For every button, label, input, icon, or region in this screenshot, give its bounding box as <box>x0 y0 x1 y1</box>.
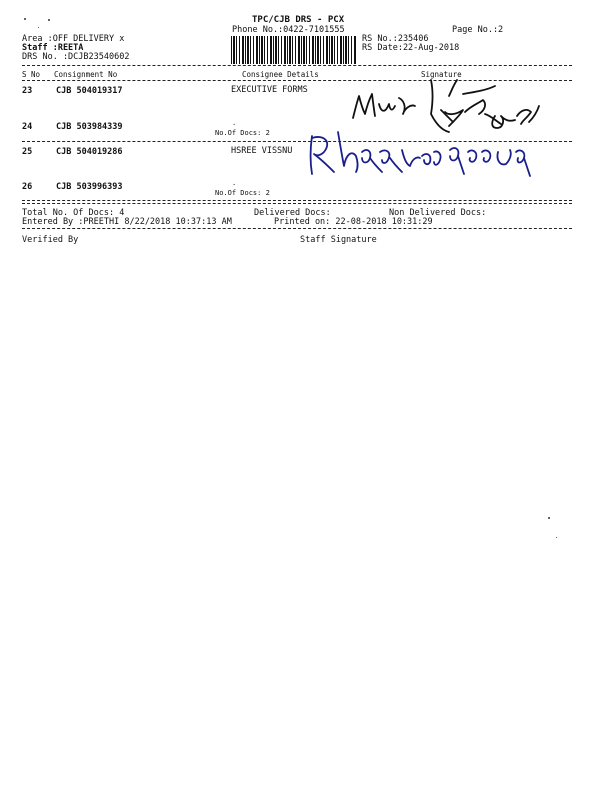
staff-field: Staff :REETA <box>22 43 84 53</box>
drs-number: DRS No. :DCJB23540602 <box>22 52 130 62</box>
row-sno: 24 <box>22 122 33 132</box>
scan-speck <box>556 537 557 538</box>
bullet-dot: · <box>232 181 237 189</box>
total-docs: Total No. Of Docs: 4 <box>22 208 125 218</box>
rows-end-divider <box>22 200 572 201</box>
area-field: Area :OFF DELIVERY x <box>22 34 125 44</box>
page-number: Page No.:2 <box>452 25 504 35</box>
handwritten-signature-blue <box>300 122 540 192</box>
rs-date: RS Date:22-Aug-2018 <box>362 43 460 53</box>
row-sno: 23 <box>22 86 33 96</box>
row-docs: No.Of Docs: 2 <box>215 129 270 137</box>
column-sno: S No <box>22 70 41 79</box>
row-consignment: CJB 504019317 <box>56 86 123 96</box>
row-consignee: EXECUTIVE FORMS <box>231 85 308 95</box>
scan-speck <box>24 18 26 20</box>
delivered-docs: Delivered Docs: <box>254 208 331 218</box>
row-consignment: CJB 504019286 <box>56 147 123 157</box>
row-docs: No.Of Docs: 2 <box>215 189 270 197</box>
column-consignment: Consignment No <box>54 70 118 79</box>
scan-speck <box>48 19 50 21</box>
rows-end-divider-2 <box>22 203 572 204</box>
rs-number: RS No.:235406 <box>362 34 429 44</box>
printed-on: Printed on: 22-08-2018 10:31:29 <box>274 217 433 227</box>
bullet-dot: · <box>232 121 237 129</box>
column-consignee: Consignee Details <box>242 70 319 79</box>
row-consignment: CJB 503984339 <box>56 122 123 132</box>
staff-signature-label: Staff Signature <box>300 235 377 245</box>
row-consignee: HSREE VISSNU <box>231 146 293 156</box>
header-divider <box>22 65 572 66</box>
verified-by: Verified By <box>22 235 79 245</box>
row-sno: 25 <box>22 147 33 157</box>
column-signature: Signature <box>421 70 462 79</box>
row-sno: 26 <box>22 182 33 192</box>
entered-by: Entered By :PREETHI 8/22/2018 10:37:13 AM <box>22 217 232 227</box>
phone-number: Phone No.:0422-7101555 <box>232 25 345 35</box>
row-consignment: CJB 503996393 <box>56 182 123 192</box>
scan-speck <box>548 517 550 519</box>
document-title: TPC/CJB DRS - PCX <box>252 15 345 25</box>
scan-speck <box>38 27 39 28</box>
barcode <box>231 36 356 64</box>
footer-divider <box>22 228 572 229</box>
non-delivered-docs: Non Delivered Docs: <box>389 208 487 218</box>
